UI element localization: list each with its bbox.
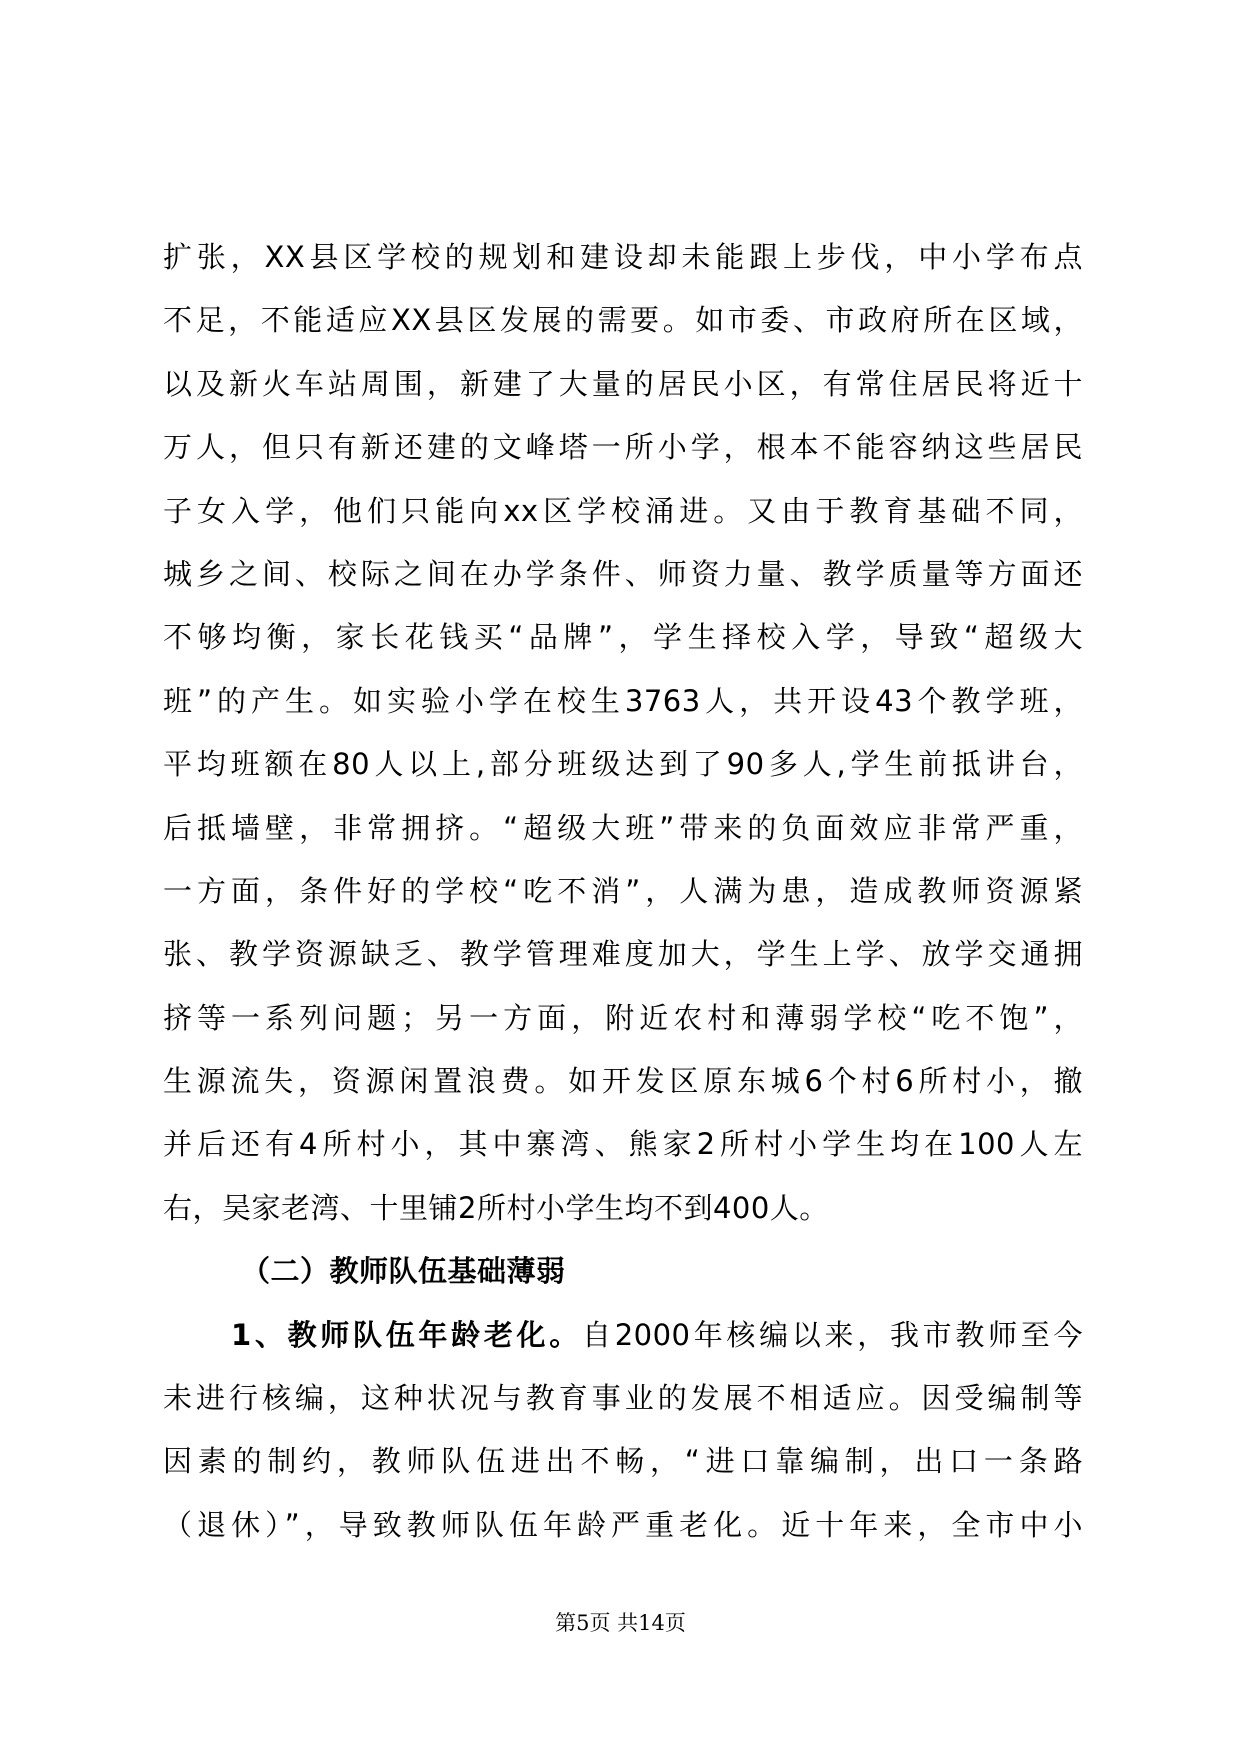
text-line: 城乡之间、校际之间在办学条件、师资力量、教学质量等方面还: [163, 556, 1083, 591]
body-text: [163, 226, 1083, 1557]
paragraph-first-rest: 自2000年核编以来，我市教师至今: [581, 1317, 1083, 1352]
text-line: 以及新火车站周围，新建了大量的居民小区，有常住居民将近十: [163, 366, 1083, 401]
text-line: 子女入学，他们只能向xx区学校涌进。又由于教育基础不同，: [163, 493, 1083, 528]
text-line: 一方面，条件好的学校“吃不消”，人满为患，造成教师资源紧: [163, 873, 1083, 908]
text-line: 不足，不能适应XX县区发展的需要。如市委、市政府所在区域，: [163, 303, 1083, 338]
text-line: 并后还有4所村小，其中寨湾、熊家2所村小学生均在100人左: [163, 1127, 1083, 1162]
text-line: 挤等一系列问题；另一方面，附近农村和薄弱学校“吃不饱”，: [163, 1000, 1083, 1035]
text-line: 右，吴家老湾、十里铺2所村小学生均不到400人。: [163, 1190, 829, 1225]
paragraph-lead: 1、教师队伍年龄老化。: [231, 1317, 582, 1352]
text-line: 未进行核编，这种状况与教育事业的发展不相适应。因受编制等: [163, 1381, 1083, 1416]
text-line: 扩张，XX县区学校的规划和建设却未能跟上步伐，中小学布点: [163, 240, 1083, 274]
text-line: 平均班额在80人以上,部分班级达到了90多人,学生前抵讲台，: [163, 747, 1083, 782]
section-heading: （二）教师队伍基础薄弱: [241, 1254, 566, 1289]
text-line: 生源流失，资源闲置浪费。如开发区原东城6个村6所村小，撤: [163, 1064, 1083, 1099]
text-line: 不够均衡，家长花钱买“品牌”，学生择校入学，导致“超级大: [163, 620, 1083, 655]
text-line: 张、教学资源缺乏、教学管理难度加大，学生上学、放学交通拥: [163, 937, 1083, 972]
page-number-footer: 第5页 共14页: [555, 1611, 686, 1635]
text-line: 万人，但只有新还建的文峰塔一所小学，根本不能容纳这些居民: [163, 430, 1083, 465]
paragraph-first-line: [163, 1304, 1083, 1367]
text-line: （退休）”，导致教师队伍年龄严重老化。近十年来，全市中小: [163, 1507, 1083, 1542]
text-line: 班”的产生。如实验小学在校生3763人，共开设43个教学班，: [163, 683, 1083, 718]
text-line: 后抵墙壁，非常拥挤。“超级大班”带来的负面效应非常严重，: [163, 810, 1083, 845]
text-line: 因素的制约，教师队伍进出不畅，“进口靠编制，出口一条路: [163, 1444, 1083, 1479]
